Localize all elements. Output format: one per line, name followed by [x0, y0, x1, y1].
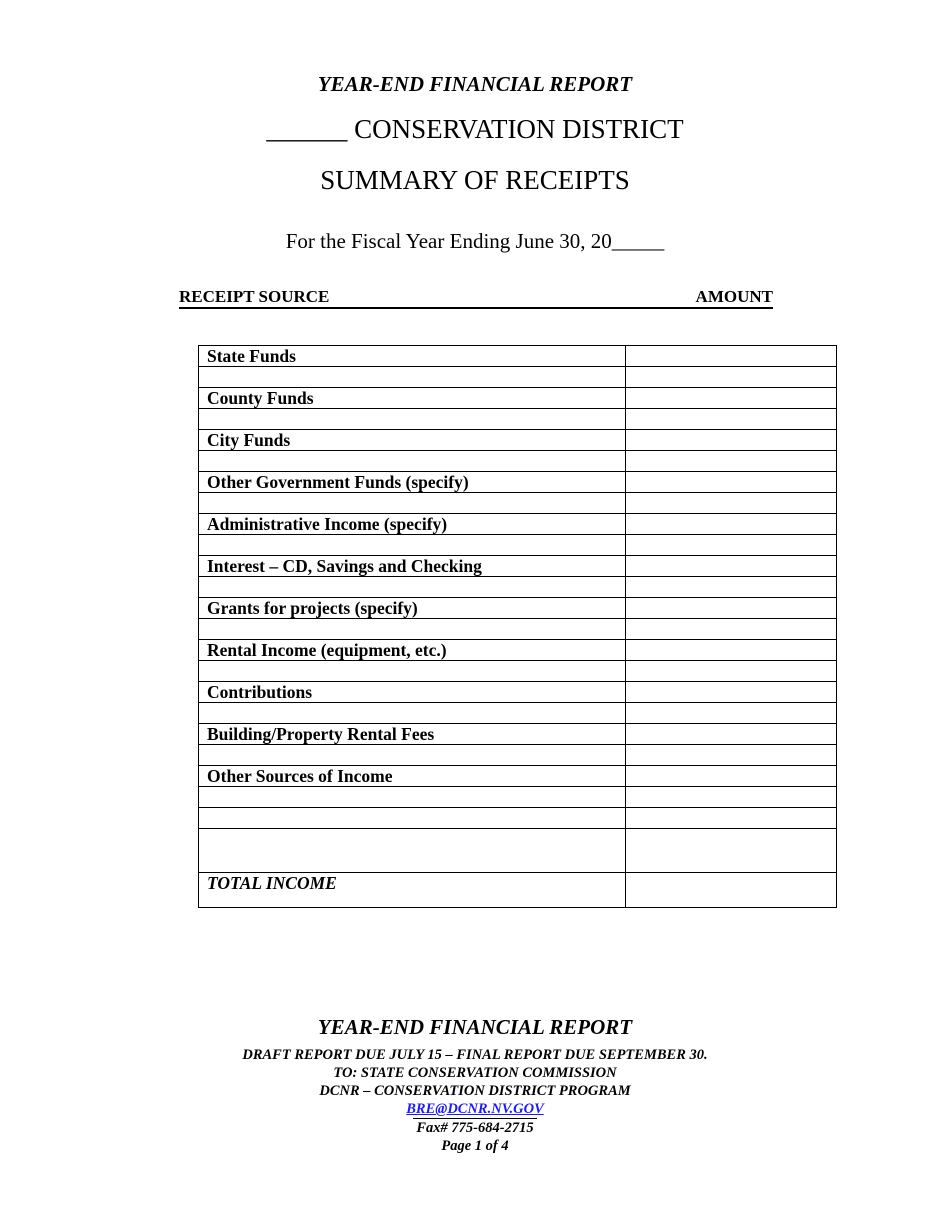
table-row [199, 493, 837, 514]
total-income-label: TOTAL INCOME [199, 873, 626, 908]
fiscal-year-line: For the Fiscal Year Ending June 30, 20_____ [285, 229, 665, 253]
table-row [199, 577, 837, 598]
table-row [199, 619, 837, 640]
receipt-source-cell: Interest – CD, Savings and Checking [199, 556, 626, 577]
table-row [199, 703, 837, 724]
footer-due-line: DRAFT REPORT DUE JULY 15 – FINAL REPORT DUE SEPTEMBER 30. [242, 1047, 708, 1063]
receipt-source-cell[interactable] [199, 703, 626, 724]
amount-cell[interactable] [626, 661, 837, 682]
receipt-source-cell[interactable] [199, 409, 626, 430]
amount-cell[interactable] [626, 829, 837, 873]
table-row [199, 388, 837, 409]
table-row [199, 766, 837, 787]
amount-cell[interactable] [626, 556, 837, 577]
receipt-source-cell[interactable] [199, 619, 626, 640]
table-row [199, 640, 837, 661]
amount-cell[interactable] [626, 472, 837, 493]
amount-cell[interactable] [626, 682, 837, 703]
table-row [199, 430, 837, 451]
amount-cell[interactable] [626, 619, 837, 640]
amount-cell[interactable] [626, 388, 837, 409]
amount-cell[interactable] [626, 493, 837, 514]
amount-cell[interactable] [626, 598, 837, 619]
table-row [199, 451, 837, 472]
fax-number: Fax# 775-684-2715 [413, 1118, 536, 1137]
receipt-source-cell[interactable] [199, 367, 626, 388]
amount-cell[interactable] [626, 409, 837, 430]
receipt-source-cell[interactable] [199, 493, 626, 514]
receipt-source-cell[interactable] [199, 745, 626, 766]
receipt-source-cell[interactable] [199, 577, 626, 598]
table-row [199, 346, 837, 367]
column-header-row [179, 287, 773, 309]
amount-cell[interactable] [626, 808, 837, 829]
amount-cell[interactable] [626, 346, 837, 367]
table-row [199, 661, 837, 682]
table-row [199, 745, 837, 766]
receipt-source-cell[interactable] [199, 829, 626, 873]
receipt-source-header: RECEIPT SOURCE [179, 287, 330, 306]
amount-cell[interactable] [626, 535, 837, 556]
total-row [199, 873, 837, 908]
amount-cell[interactable] [626, 514, 837, 535]
footer [0, 1012, 950, 1155]
table-row [199, 598, 837, 619]
amount-cell[interactable] [626, 430, 837, 451]
footer-title: YEAR-END FINANCIAL REPORT [317, 1015, 633, 1039]
amount-header: AMOUNT [695, 287, 773, 306]
table-row [199, 556, 837, 577]
footer-to-line: TO: STATE CONSERVATION COMMISSION [333, 1065, 617, 1081]
table-row [199, 787, 837, 808]
receipt-source-cell: County Funds [199, 388, 626, 409]
table-row [199, 808, 837, 829]
receipt-source-cell: Administrative Income (specify) [199, 514, 626, 535]
receipt-source-cell: Grants for projects (specify) [199, 598, 626, 619]
table-row [199, 829, 837, 873]
receipts-table [198, 345, 837, 908]
footer-program-line: DCNR – CONSERVATION DISTRICT PROGRAM [319, 1083, 631, 1099]
total-income-amount[interactable] [626, 873, 837, 908]
receipt-source-cell: State Funds [199, 346, 626, 367]
receipt-source-cell[interactable] [199, 787, 626, 808]
receipt-source-cell: Contributions [199, 682, 626, 703]
receipt-source-cell: City Funds [199, 430, 626, 451]
report-title: YEAR-END FINANCIAL REPORT [317, 72, 633, 96]
amount-cell[interactable] [626, 703, 837, 724]
email-link[interactable]: BRE@DCNR.NV.GOV [406, 1101, 544, 1117]
amount-cell[interactable] [626, 451, 837, 472]
summary-title: SUMMARY OF RECEIPTS [320, 165, 630, 195]
receipt-source-cell[interactable] [199, 451, 626, 472]
table-row [199, 724, 837, 745]
receipt-source-cell: Building/Property Rental Fees [199, 724, 626, 745]
page-number: Page 1 of 4 [441, 1138, 509, 1154]
amount-cell[interactable] [626, 367, 837, 388]
receipt-source-cell: Other Government Funds (specify) [199, 472, 626, 493]
receipt-source-cell[interactable] [199, 661, 626, 682]
table-row [199, 514, 837, 535]
amount-cell[interactable] [626, 577, 837, 598]
receipt-source-cell[interactable] [199, 808, 626, 829]
table-row [199, 472, 837, 493]
amount-cell[interactable] [626, 640, 837, 661]
table-row [199, 409, 837, 430]
amount-cell[interactable] [626, 787, 837, 808]
receipt-source-cell: Rental Income (equipment, etc.) [199, 640, 626, 661]
amount-cell[interactable] [626, 766, 837, 787]
table-row [199, 535, 837, 556]
receipt-source-cell[interactable] [199, 535, 626, 556]
amount-cell[interactable] [626, 724, 837, 745]
table-row [199, 367, 837, 388]
amount-cell[interactable] [626, 745, 837, 766]
table-row [199, 682, 837, 703]
receipt-source-cell: Other Sources of Income [199, 766, 626, 787]
district-title: ______ CONSERVATION DISTRICT [266, 114, 684, 144]
